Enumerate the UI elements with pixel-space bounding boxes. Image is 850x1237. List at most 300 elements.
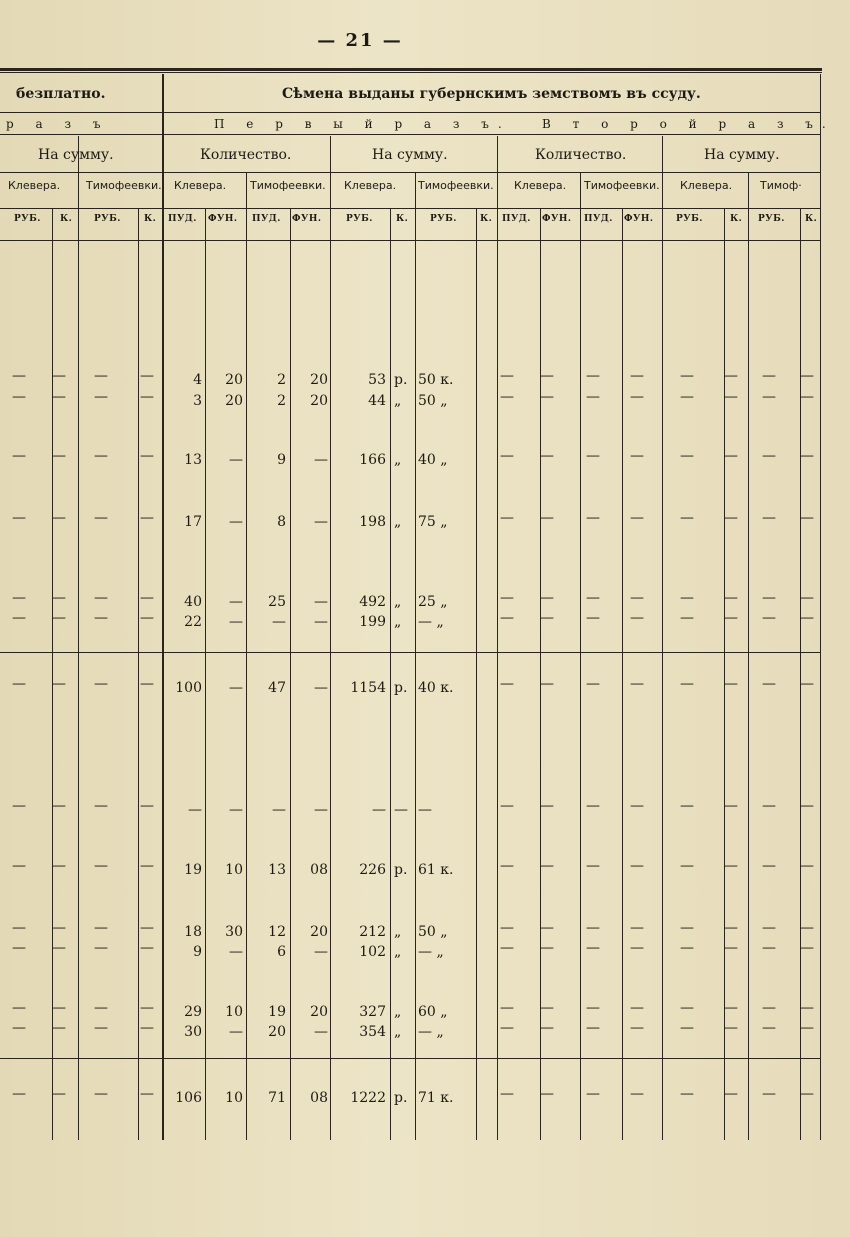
header-first-raz: П е р в ы й р а з ъ. (214, 117, 511, 131)
empty-dash: — (680, 1020, 694, 1036)
empty-dash: — (724, 1000, 738, 1016)
empty-dash: — (140, 676, 154, 692)
empty-dash: — (724, 448, 738, 464)
column-line (390, 208, 391, 1140)
empty-dash: — (94, 510, 108, 526)
empty-dash: — (12, 1000, 26, 1016)
empty-dash: — (762, 368, 776, 384)
header-raz: р а з ъ (6, 117, 110, 131)
cell-sum-sep: „ (394, 614, 402, 630)
header-line (0, 112, 820, 113)
empty-dash: — (540, 858, 554, 874)
column-line (205, 208, 206, 1140)
column-line (580, 172, 581, 1140)
empty-dash: — (586, 1086, 600, 1102)
empty-dash: — (52, 1020, 66, 1036)
empty-dash: — (140, 389, 154, 405)
empty-dash: — (94, 940, 108, 956)
empty-dash: — (540, 798, 554, 814)
empty-dash: — (800, 610, 814, 626)
cell-timofeevki-fun: 08 (310, 1090, 328, 1106)
empty-dash: — (94, 858, 108, 874)
header-line (0, 208, 820, 209)
empty-dash: — (500, 1086, 514, 1102)
empty-dash: — (724, 798, 738, 814)
empty-dash: — (800, 389, 814, 405)
empty-dash: — (800, 1086, 814, 1102)
empty-dash: — (140, 1020, 154, 1036)
empty-dash: — (52, 940, 66, 956)
cell-timofeevki-fun: 20 (310, 924, 328, 940)
empty-dash: — (540, 1086, 554, 1102)
cell-klevera-fun: — (229, 452, 243, 468)
column-line (246, 172, 247, 1140)
empty-dash: — (680, 940, 694, 956)
empty-dash: — (680, 1086, 694, 1102)
empty-dash: — (762, 1086, 776, 1102)
empty-dash: — (540, 676, 554, 692)
header-unit-fun: ФУН. (292, 214, 322, 224)
header-unit-k: К. (144, 214, 157, 224)
empty-dash: — (724, 389, 738, 405)
header-unit-pud: ПУД. (502, 214, 531, 224)
cell-sum-rub: — (372, 802, 386, 818)
header-klevera: Клевера. (8, 179, 61, 192)
empty-dash: — (800, 448, 814, 464)
empty-dash: — (586, 610, 600, 626)
cell-timofeevki-fun: 08 (310, 862, 328, 878)
cell-timofeevki-pud: 13 (268, 862, 286, 878)
header-na-summu: На сумму. (704, 147, 780, 163)
empty-dash: — (680, 858, 694, 874)
header-unit-fun: ФУН. (624, 214, 654, 224)
cell-timofeevki-pud: 12 (268, 924, 286, 940)
cell-sum-kop: 61 к. (418, 862, 454, 878)
empty-dash: — (762, 590, 776, 606)
header-unit-k: К. (730, 214, 743, 224)
cell-timofeevki-pud: 19 (268, 1004, 286, 1020)
cell-sum-kop: 40 „ (418, 452, 448, 468)
empty-dash: — (724, 940, 738, 956)
empty-dash: — (586, 1000, 600, 1016)
empty-dash: — (586, 676, 600, 692)
header-timofeevki: Тимофеевки. (418, 179, 494, 192)
cell-sum-kop: — „ (418, 944, 444, 960)
header-line (0, 134, 820, 135)
empty-dash: — (500, 590, 514, 606)
cell-timofeevki-fun: — (314, 452, 328, 468)
header-unit-pud: ПУД. (252, 214, 281, 224)
empty-dash: — (630, 920, 644, 936)
header-unit-rub: РУБ. (94, 214, 121, 224)
empty-dash: — (762, 1000, 776, 1016)
empty-dash: — (630, 676, 644, 692)
cell-timofeevki-fun: 20 (310, 393, 328, 409)
empty-dash: — (586, 940, 600, 956)
empty-dash: — (12, 798, 26, 814)
empty-dash: — (94, 368, 108, 384)
empty-dash: — (140, 920, 154, 936)
empty-dash: — (540, 368, 554, 384)
header-unit-fun: ФУН. (208, 214, 238, 224)
cell-klevera-pud: 30 (184, 1024, 202, 1040)
empty-dash: — (540, 610, 554, 626)
cell-klevera-fun: 10 (225, 1004, 243, 1020)
cell-klevera-pud: 9 (193, 944, 202, 960)
empty-dash: — (800, 368, 814, 384)
empty-dash: — (540, 448, 554, 464)
cell-klevera-fun: 10 (225, 1090, 243, 1106)
cell-timofeevki-pud: 2 (277, 393, 286, 409)
empty-dash: — (94, 389, 108, 405)
cell-sum-kop: 50 „ (418, 924, 448, 940)
empty-dash: — (762, 389, 776, 405)
empty-dash: — (500, 1000, 514, 1016)
cell-sum-rub: 102 (359, 944, 386, 960)
empty-dash: — (500, 858, 514, 874)
cell-timofeevki-fun: — (314, 594, 328, 610)
empty-dash: — (680, 510, 694, 526)
header-unit-rub: РУБ. (758, 214, 785, 224)
cell-timofeevki-pud: 25 (268, 594, 286, 610)
header-unit-rub: РУБ. (676, 214, 703, 224)
empty-dash: — (52, 1086, 66, 1102)
cell-timofeevki-pud: — (272, 614, 286, 630)
empty-dash: — (52, 1000, 66, 1016)
empty-dash: — (762, 858, 776, 874)
empty-dash: — (586, 590, 600, 606)
empty-dash: — (94, 676, 108, 692)
empty-dash: — (500, 389, 514, 405)
cell-sum-sep: „ (394, 452, 402, 468)
cell-klevera-fun: — (229, 514, 243, 530)
empty-dash: — (540, 940, 554, 956)
cell-sum-rub: 1222 (350, 1090, 386, 1106)
cell-klevera-pud: 29 (184, 1004, 202, 1020)
cell-timofeevki-fun: — (314, 514, 328, 530)
column-line (497, 136, 498, 1140)
header-right-title: Сѣмена выданы губернскимъ земствомъ въ ссуду. (282, 86, 701, 102)
header-unit-k: К. (480, 214, 493, 224)
cell-sum-sep: р. (394, 372, 408, 388)
cell-timofeevki-pud: 2 (277, 372, 286, 388)
empty-dash: — (762, 940, 776, 956)
empty-dash: — (724, 590, 738, 606)
empty-dash: — (724, 858, 738, 874)
cell-klevera-pud: 19 (184, 862, 202, 878)
cell-klevera-pud: 40 (184, 594, 202, 610)
empty-dash: — (762, 798, 776, 814)
header-unit-rub: РУБ. (430, 214, 457, 224)
cell-timofeevki-pud: — (272, 802, 286, 818)
empty-dash: — (140, 798, 154, 814)
empty-dash: — (500, 448, 514, 464)
empty-dash: — (680, 920, 694, 936)
column-line (290, 208, 291, 1140)
cell-sum-sep: „ (394, 944, 402, 960)
empty-dash: — (630, 1000, 644, 1016)
empty-dash: — (586, 389, 600, 405)
empty-dash: — (540, 1020, 554, 1036)
empty-dash: — (52, 920, 66, 936)
cell-timofeevki-pud: 9 (277, 452, 286, 468)
empty-dash: — (630, 368, 644, 384)
empty-dash: — (500, 368, 514, 384)
empty-dash: — (52, 510, 66, 526)
empty-dash: — (724, 1020, 738, 1036)
empty-dash: — (630, 448, 644, 464)
column-line (820, 74, 821, 1140)
cell-sum-rub: 44 (368, 393, 386, 409)
empty-dash: — (500, 798, 514, 814)
empty-dash: — (500, 940, 514, 956)
cell-timofeevki-fun: — (314, 1024, 328, 1040)
cell-sum-sep: „ (394, 924, 402, 940)
empty-dash: — (140, 940, 154, 956)
cell-klevera-fun: — (229, 1024, 243, 1040)
cell-klevera-fun: 10 (225, 862, 243, 878)
header-unit-k: К. (396, 214, 409, 224)
empty-dash: — (724, 676, 738, 692)
empty-dash: — (630, 940, 644, 956)
empty-dash: — (800, 920, 814, 936)
empty-dash: — (586, 368, 600, 384)
cell-klevera-pud: 17 (184, 514, 202, 530)
empty-dash: — (94, 798, 108, 814)
cell-sum-rub: 226 (359, 862, 386, 878)
header-unit-rub: РУБ. (14, 214, 41, 224)
empty-dash: — (680, 448, 694, 464)
header-line (0, 240, 820, 241)
empty-dash: — (540, 1000, 554, 1016)
empty-dash: — (630, 1020, 644, 1036)
empty-dash: — (140, 590, 154, 606)
cell-timofeevki-fun: — (314, 614, 328, 630)
empty-dash: — (586, 448, 600, 464)
empty-dash: — (680, 676, 694, 692)
header-kolichestvo: Количество. (200, 147, 292, 163)
empty-dash: — (12, 389, 26, 405)
cell-timofeevki-fun: 20 (310, 1004, 328, 1020)
page-number: — 21 — (317, 30, 403, 51)
empty-dash: — (800, 940, 814, 956)
cell-sum-kop: 25 „ (418, 594, 448, 610)
empty-dash: — (762, 610, 776, 626)
empty-dash: — (12, 368, 26, 384)
empty-dash: — (94, 448, 108, 464)
empty-dash: — (680, 389, 694, 405)
empty-dash: — (94, 1020, 108, 1036)
empty-dash: — (630, 610, 644, 626)
cell-timofeevki-fun: — (314, 680, 328, 696)
cell-sum-kop: 40 к. (418, 680, 454, 696)
cell-sum-rub: 212 (359, 924, 386, 940)
column-line (78, 136, 79, 1140)
empty-dash: — (800, 798, 814, 814)
empty-dash: — (52, 590, 66, 606)
empty-dash: — (140, 448, 154, 464)
header-unit-k: К. (805, 214, 818, 224)
empty-dash: — (800, 1000, 814, 1016)
cell-sum-sep: р. (394, 862, 408, 878)
cell-sum-rub: 1154 (350, 680, 386, 696)
header-line (0, 172, 820, 173)
empty-dash: — (800, 1020, 814, 1036)
cell-klevera-fun: 20 (225, 393, 243, 409)
cell-klevera-fun: — (229, 802, 243, 818)
cell-sum-sep: „ (394, 594, 402, 610)
cell-timofeevki-pud: 20 (268, 1024, 286, 1040)
empty-dash: — (586, 798, 600, 814)
empty-dash: — (680, 368, 694, 384)
cell-klevera-pud: 13 (184, 452, 202, 468)
empty-dash: — (800, 676, 814, 692)
header-klevera: Клевера. (344, 179, 397, 192)
empty-dash: — (540, 920, 554, 936)
cell-klevera-fun: — (229, 944, 243, 960)
cell-klevera-fun: — (229, 680, 243, 696)
header-timofeevki: Тимофеевки. (86, 179, 162, 192)
cell-klevera-pud: 3 (193, 393, 202, 409)
cell-timofeevki-pud: 71 (268, 1090, 286, 1106)
empty-dash: — (52, 798, 66, 814)
empty-dash: — (586, 920, 600, 936)
empty-dash: — (724, 610, 738, 626)
empty-dash: — (12, 610, 26, 626)
cell-klevera-pud: 4 (193, 372, 202, 388)
empty-dash: — (12, 1086, 26, 1102)
header-timofeevki: Тимофеевки. (584, 179, 660, 192)
empty-dash: — (724, 510, 738, 526)
cell-sum-rub: 198 (359, 514, 386, 530)
cell-klevera-pud: 18 (184, 924, 202, 940)
column-line (476, 208, 477, 1140)
empty-dash: — (540, 590, 554, 606)
header-timofeevki: Тимофеевки. (250, 179, 326, 192)
empty-dash: — (762, 920, 776, 936)
empty-dash: — (500, 1020, 514, 1036)
empty-dash: — (630, 798, 644, 814)
cell-sum-rub: 492 (359, 594, 386, 610)
empty-dash: — (140, 858, 154, 874)
empty-dash: — (586, 1020, 600, 1036)
cell-sum-sep: „ (394, 514, 402, 530)
empty-dash: — (52, 389, 66, 405)
cell-sum-kop: 60 „ (418, 1004, 448, 1020)
empty-dash: — (12, 920, 26, 936)
empty-dash: — (630, 1086, 644, 1102)
header-na-summu: На сумму. (372, 147, 448, 163)
empty-dash: — (540, 389, 554, 405)
cell-klevera-pud: 106 (175, 1090, 202, 1106)
empty-dash: — (762, 1020, 776, 1036)
empty-dash: — (500, 676, 514, 692)
empty-dash: — (800, 510, 814, 526)
cell-sum-rub: 166 (359, 452, 386, 468)
header-klevera: Клевера. (514, 179, 567, 192)
empty-dash: — (586, 510, 600, 526)
header-na-summu: На сумму. (38, 147, 114, 163)
header-klevera: Клевера. (680, 179, 733, 192)
column-line (330, 136, 331, 1140)
header-unit-pud: ПУД. (168, 214, 197, 224)
top-rule-thin (0, 72, 822, 73)
empty-dash: — (52, 858, 66, 874)
column-line (748, 172, 749, 1140)
empty-dash: — (500, 920, 514, 936)
empty-dash: — (762, 676, 776, 692)
cell-sum-kop: — „ (418, 1024, 444, 1040)
empty-dash: — (140, 368, 154, 384)
cell-sum-kop: — (418, 802, 432, 818)
empty-dash: — (500, 610, 514, 626)
header-unit-pud: ПУД. (584, 214, 613, 224)
cell-timofeevki-pud: 6 (277, 944, 286, 960)
empty-dash: — (724, 368, 738, 384)
empty-dash: — (94, 590, 108, 606)
header-unit-k: К. (60, 214, 73, 224)
empty-dash: — (12, 1020, 26, 1036)
cell-sum-kop: 75 „ (418, 514, 448, 530)
total-line (0, 1058, 820, 1059)
header-kolichestvo: Количество. (535, 147, 627, 163)
header-left-title: безплатно. (16, 86, 106, 102)
empty-dash: — (724, 1086, 738, 1102)
empty-dash: — (500, 510, 514, 526)
empty-dash: — (140, 610, 154, 626)
column-line (662, 136, 663, 1140)
empty-dash: — (630, 590, 644, 606)
empty-dash: — (680, 1000, 694, 1016)
cell-klevera-pud: 22 (184, 614, 202, 630)
empty-dash: — (94, 610, 108, 626)
empty-dash: — (586, 858, 600, 874)
empty-dash: — (12, 676, 26, 692)
cell-timofeevki-fun: 20 (310, 372, 328, 388)
cell-timofeevki-pud: 47 (268, 680, 286, 696)
header-timof_short: Тимоф· (760, 179, 802, 192)
empty-dash: — (140, 510, 154, 526)
cell-timofeevki-fun: — (314, 802, 328, 818)
empty-dash: — (94, 1086, 108, 1102)
empty-dash: — (12, 590, 26, 606)
cell-sum-sep: „ (394, 393, 402, 409)
empty-dash: — (540, 510, 554, 526)
cell-sum-rub: 327 (359, 1004, 386, 1020)
empty-dash: — (680, 610, 694, 626)
empty-dash: — (724, 920, 738, 936)
header-klevera: Клевера. (174, 179, 227, 192)
total-line (0, 652, 820, 653)
cell-sum-sep: — (394, 802, 408, 818)
header-second-raz: В т о р о й р а з ъ. (542, 117, 835, 131)
empty-dash: — (52, 368, 66, 384)
empty-dash: — (800, 858, 814, 874)
cell-sum-kop: 50 „ (418, 393, 448, 409)
top-rule (0, 68, 822, 71)
cell-sum-rub: 354 (359, 1024, 386, 1040)
empty-dash: — (52, 448, 66, 464)
header-unit-fun: ФУН. (542, 214, 572, 224)
cell-sum-kop: 50 к. (418, 372, 454, 388)
cell-sum-rub: 199 (359, 614, 386, 630)
empty-dash: — (762, 510, 776, 526)
empty-dash: — (94, 1000, 108, 1016)
cell-timofeevki-fun: — (314, 944, 328, 960)
cell-sum-rub: 53 (368, 372, 386, 388)
cell-klevera-fun: — (229, 614, 243, 630)
empty-dash: — (94, 920, 108, 936)
